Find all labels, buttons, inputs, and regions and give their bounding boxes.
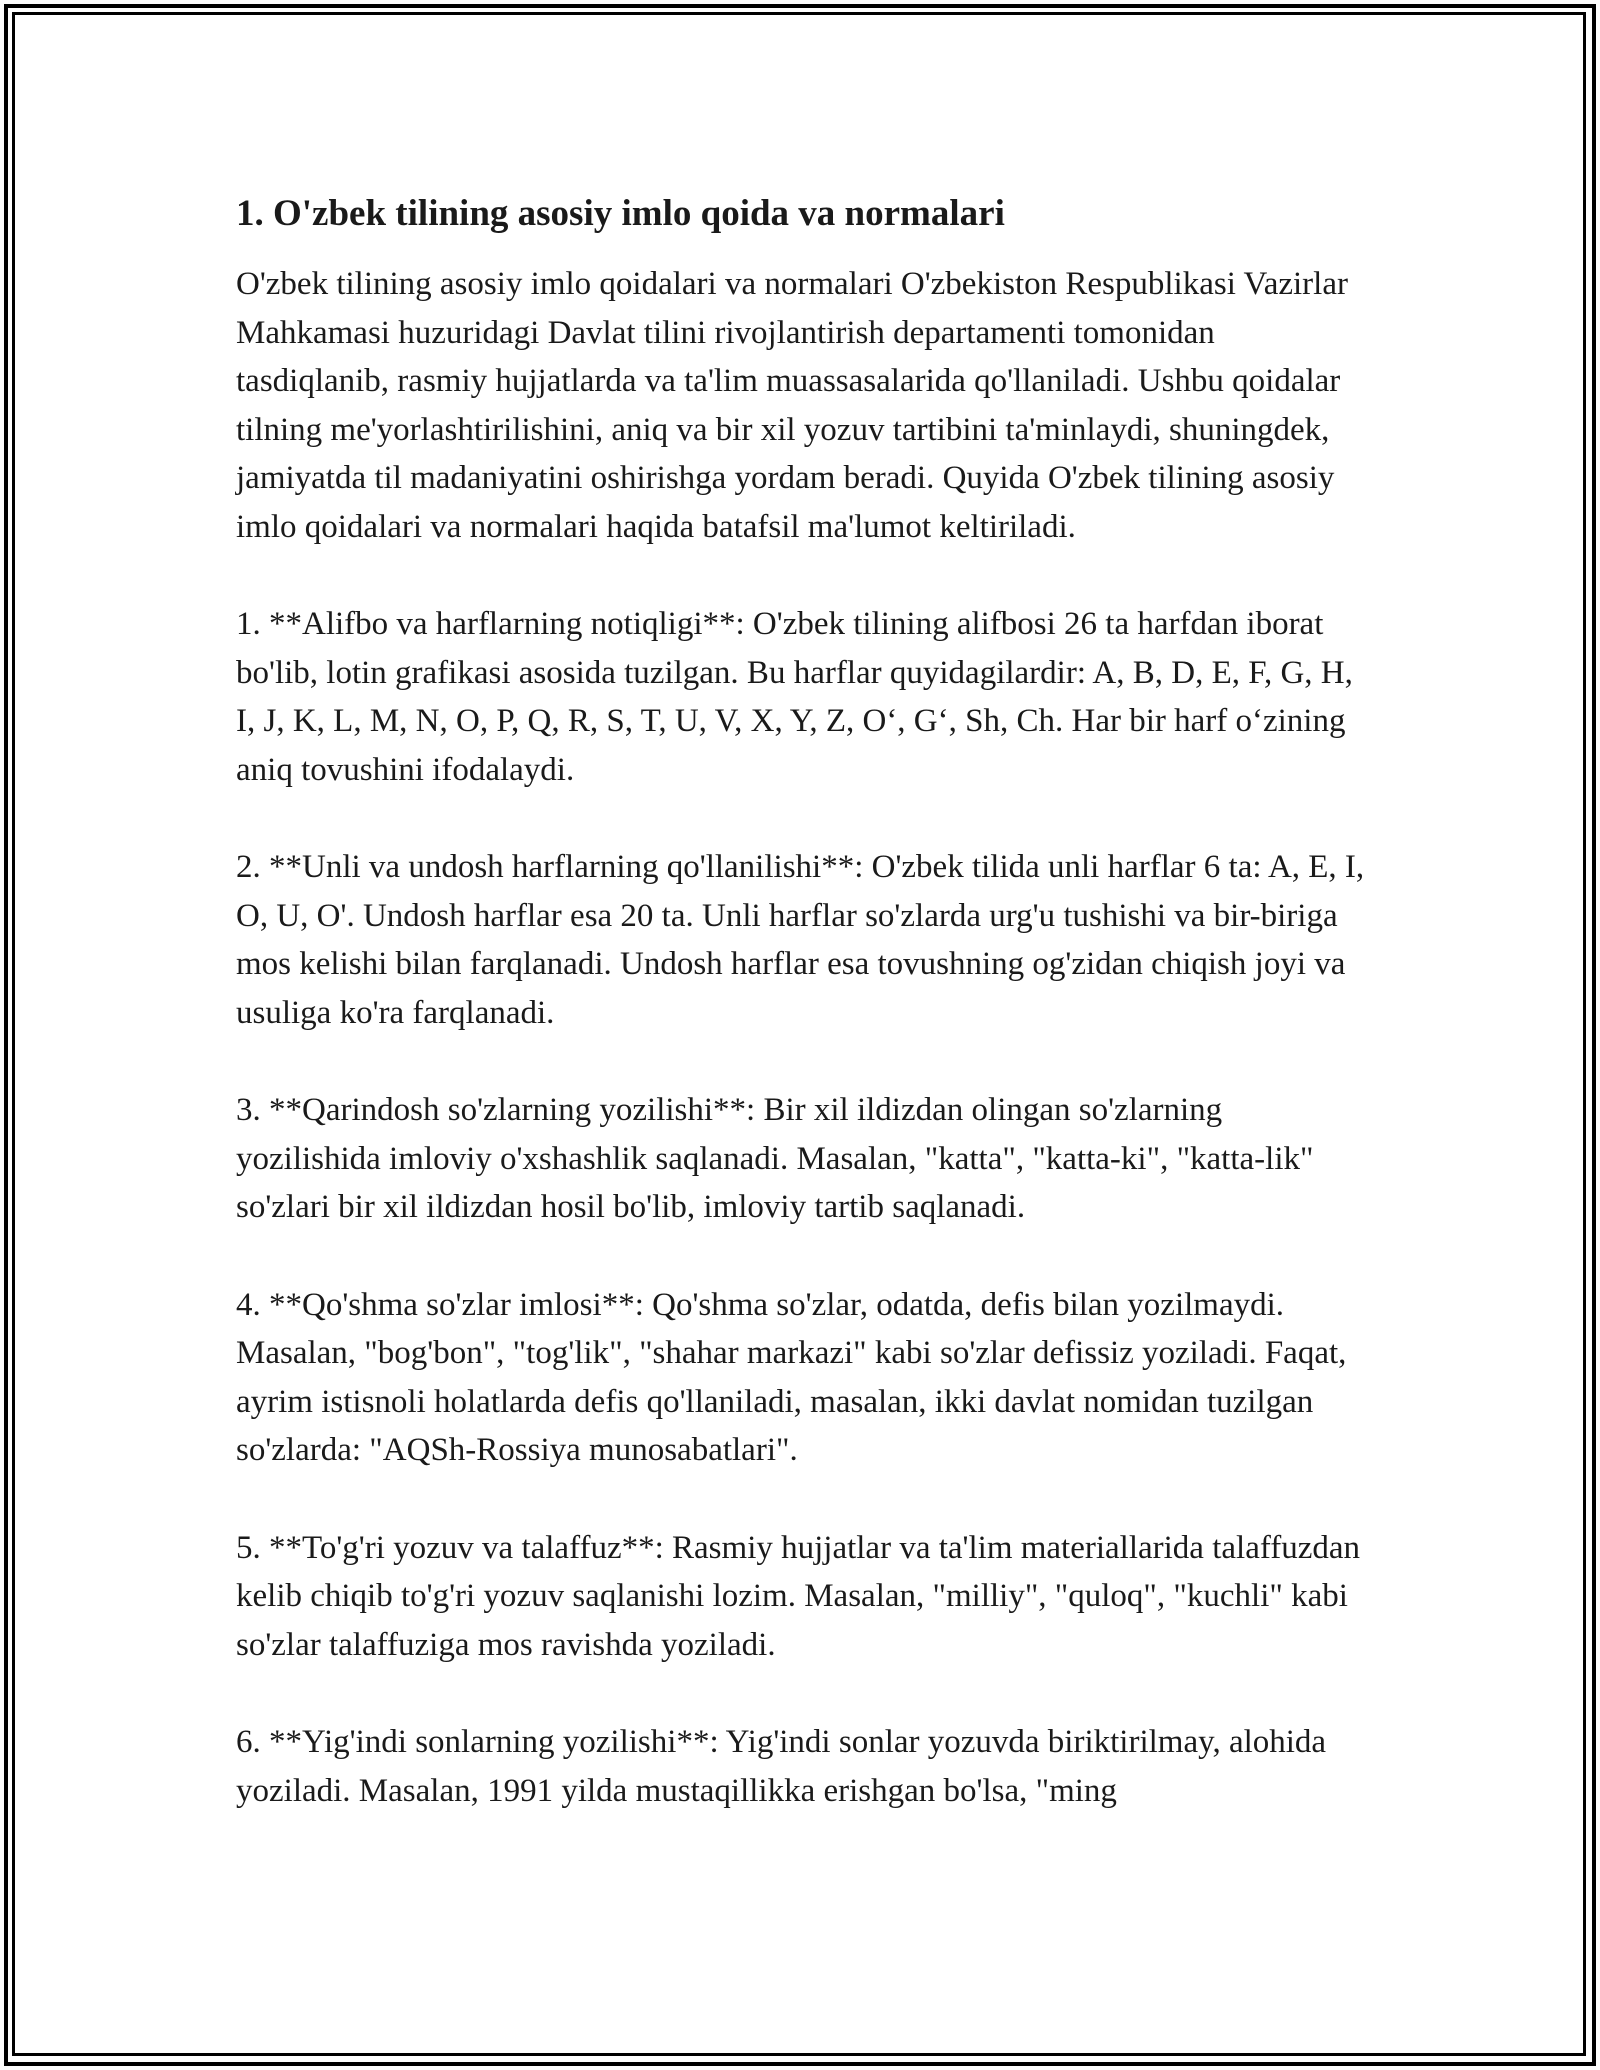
rule-paragraph-compound-numbers: 6. **Yig'indi sonlarning yozilishi**: Yig'indi sonlar yozuvda biriktirilmay, alohida yoziladi. Masalan, 1991 yilda mustaqillikka erishgan bo'lsa, "ming	[236, 1724, 1327, 1809]
rule-paragraph-vowels-consonants: 2. **Unli va undosh harflarning qo'llanilishi**: O'zbek tilida unli harflar 6 ta: A, E, I, O, U, O'. Undosh harflar esa 20 ta. Unli harflar so'zlarda urg'u tushishi va bir-biriga mos kelishi bilan farqlanadi. Undosh harflar esa tovushning og'zidan chiqish joyi va usuliga ko'ra farqlanadi.	[236, 849, 1365, 1031]
rule-paragraph-related-words: 3. **Qarindosh so'zlarning yozilishi**: Bir xil ildizdan olingan so'zlarning yozilishida imloviy o'xshashlik saqlanadi. Masalan, "katta", "katta-ki", "katta-lik" so'zlari bir xil ildizdan hosil bo'lib, imloviy tartib saqlanadi.	[236, 1092, 1314, 1225]
document-body	[236, 190, 1366, 1864]
rule-paragraph-spelling-pronunciation: 5. **To'g'ri yozuv va talaffuz**: Rasmiy hujjatlar va ta'lim materiallarida talaffuzdan kelib chiqib to'g'ri yozuv saqlanishi lozim. Masalan, "milliy", "quloq", "kuchli" kabi so'zlar talaffuziga mos ravishda yoziladi.	[236, 1529, 1361, 1663]
rule-paragraph-alphabet: 1. **Alifbo va harflarning notiqligi**: O'zbek tilining alifbosi 26 ta harfdan iborat bo'lib, lotin grafikasi asosida tuzilgan. Bu harflar quyidagilardir: A, B, D, E, F, G, H, I, J, K, L, M, N, O, P, Q, R, S, T, U, V, X, Y, Z, O‘, G‘, Sh, Ch. Har bir harf o‘zining aniq tovushini ifodalaydi.	[236, 606, 1353, 788]
intro-paragraph: O'zbek tilining asosiy imlo qoidalari va normalari O'zbekiston Respublikasi Vazirlar Mahkamasi huzuridagi Davlat tilini rivojlantirish departamenti tomonidan tasdiqlanib, rasmiy hujjatlarda va ta'lim muassasalarida qo'llaniladi. Ushbu qoidalar tilning me'yorlashtirilishini, aniq va bir xil yozuv tartibini ta'minlaydi, shuningdek, jamiyatda til madaniyatini oshirishga yordam beradi. Quyida O'zbek tilining asosiy imlo qoidalari va normalari haqida batafsil ma'lumot keltiriladi.	[236, 266, 1348, 545]
rule-paragraph-compound-words: 4. **Qo'shma so'zlar imlosi**: Qo'shma so'zlar, odatda, defis bilan yozilmaydi. Masalan, "bog'bon", "tog'lik", "shahar markazi" kabi so'zlar defissiz yoziladi. Faqat, ayrim istisnoli holatlarda defis qo'llaniladi, masalan, ikki davlat nomidan tuzilgan so'zlarda: "AQSh-Rossiya munosabatlari".	[236, 1286, 1347, 1468]
section-heading: 1. O'zbek tilining asosiy imlo qoida va normalari	[236, 193, 1005, 234]
